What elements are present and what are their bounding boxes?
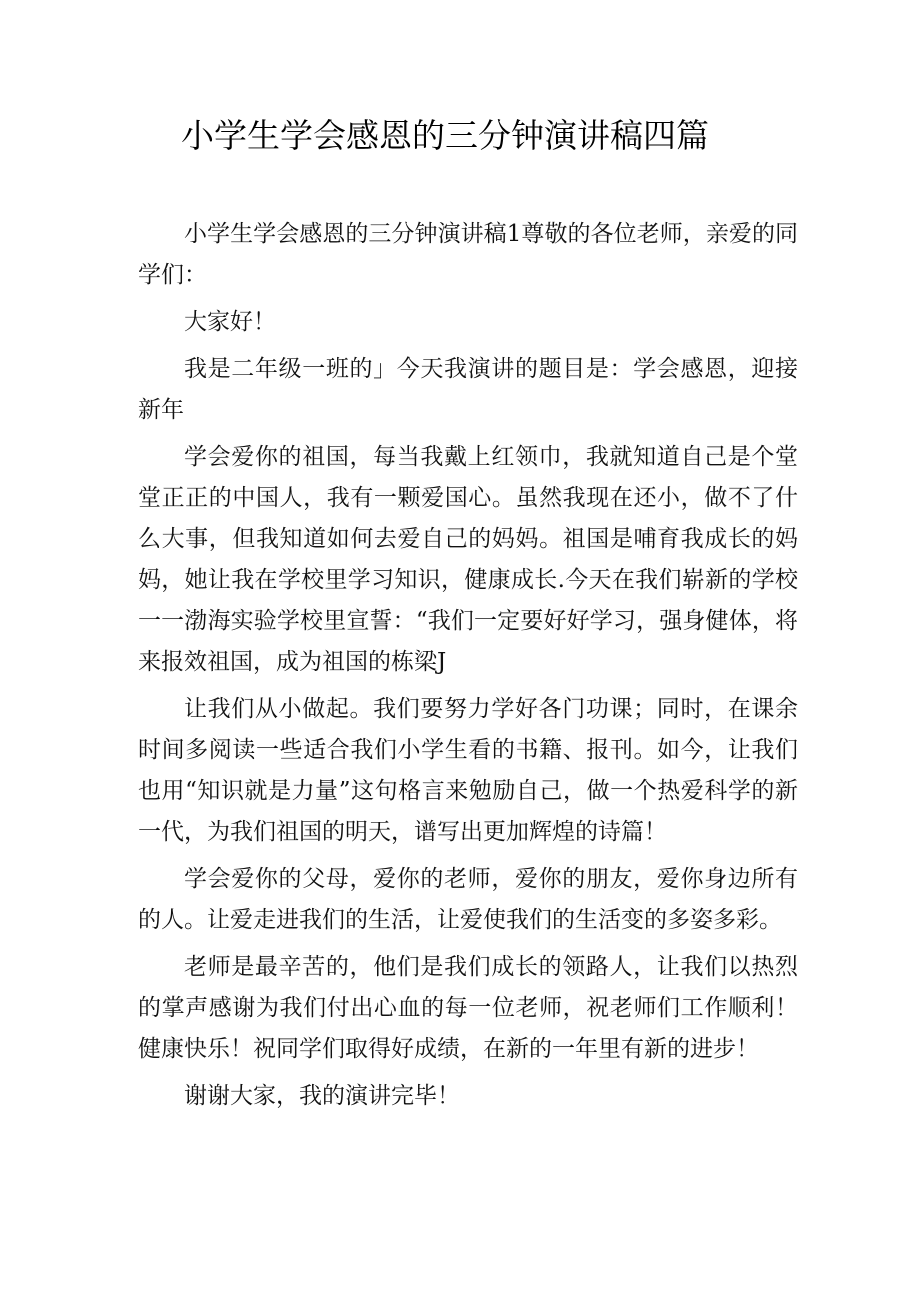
- paragraph-love-country: 学会爱你的祖国，每当我戴上红领巾，我就知道自己是个堂堂正正的中国人，我有一颗爱国心。虽然我现在还小，做不了什么大事，但我知道如何去爱自己的妈妈。祖国是哺育我成长的妈妈，她让我在学校里学习知识，健康成长.今天在我们崭新的学校一一渤海实验学校里宣誓：“我们一定要好好学习，强身健体，将来报效祖国，成为祖国的栋梁J: [138, 444, 798, 675]
- paragraph-love-others: 学会爱你的父母，爱你的老师，爱你的朋友，爱你身边所有的人。让爱走进我们的生活，让爱使我们的生活变的多姿多彩。: [138, 866, 798, 933]
- document-title: 小学生学会感恩的三分钟演讲稿四篇: [181, 116, 709, 155]
- paragraph-thank-teachers: 老师是最辛苦的，他们是我们成长的领路人，让我们以热烈的掌声感谢为我们付出心血的每一位老师，祝老师们工作顺利！健康快乐！祝同学们取得好成绩，在新的一年里有新的进步！: [138, 954, 798, 1062]
- paragraph-greeting: 大家好！: [184, 309, 276, 335]
- paragraph-closing: 谢谢大家，我的演讲完毕！: [184, 1083, 460, 1109]
- paragraph-start-young: 让我们从小做起。我们要努力学好各门功课；同时，在课余时间多阅读一些适合我们小学生看的书籍、报刊。如今，让我们也用“知识就是力量”这句格言来勉励自己，做一个热爱科学的新一代，为我们祖国的明天，谱写出更加辉煌的诗篇！: [138, 696, 798, 845]
- paragraph-opening: 小学生学会感恩的三分钟演讲稿1尊敬的各位老师，亲爱的同学们：: [138, 221, 798, 288]
- paragraph-introduction: 我是二年级一班的」今天我演讲的题目是：学会感恩，迎接新年: [138, 356, 798, 423]
- document-body: [138, 214, 798, 1123]
